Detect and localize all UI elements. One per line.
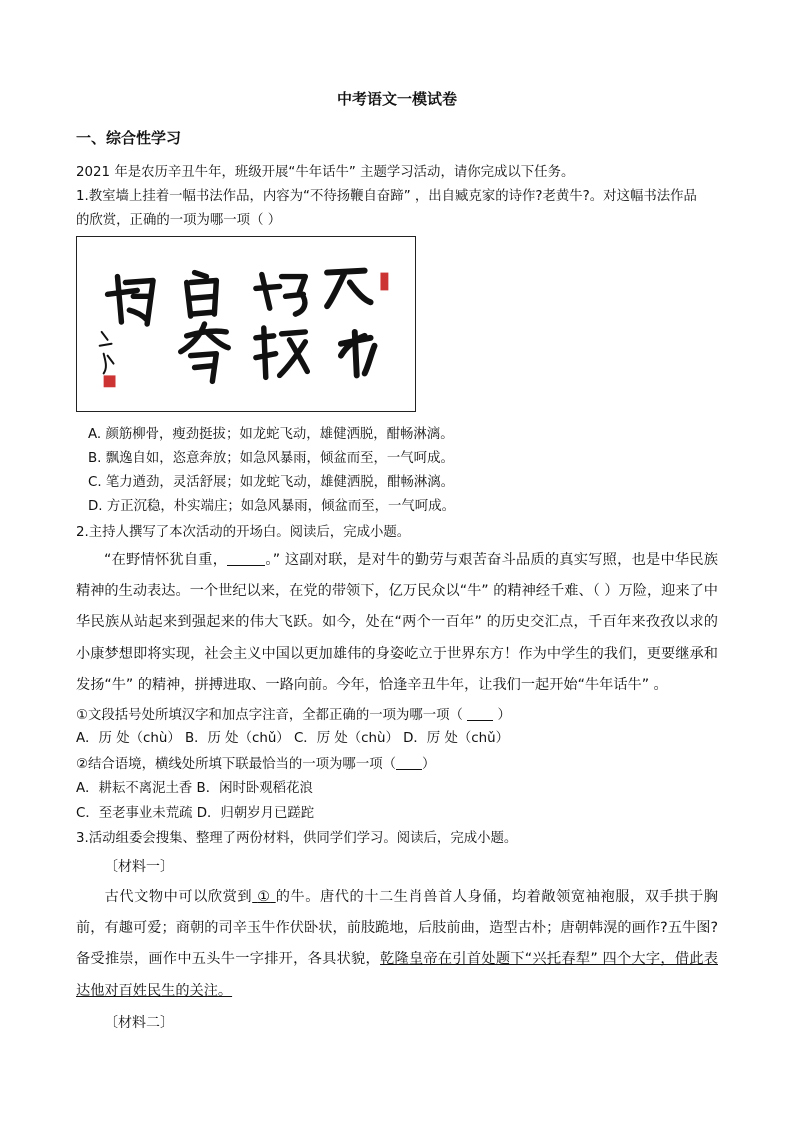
- page-title: 中考语文一模试卷: [336, 90, 457, 108]
- material-1-paragraph: [76, 882, 718, 1007]
- blank-marker[interactable]: [252, 889, 275, 905]
- option-b: B. 飘逸自如，恣意奔放；如急风暴雨，倾盆而至，一气呵成。: [88, 451, 454, 466]
- material-1-text-b: 的牛。唐代的十二生肖兽首人身俑，均着敞领宽袖袍服，双手拱于胸前，有趣可爱；商朝的司辛玉牛作伏卧状，前肢跪地，后肢前曲，造型古朴；唐朝韩滉的画作?五牛图?备受推崇，画作中五头牛一字排开，各具状貌，: [76, 889, 718, 968]
- material-2-label: 〔材料二〕: [104, 1015, 174, 1031]
- question-1-stem-cont: 的欣赏，正确的一项为哪一项（ ）: [76, 213, 282, 228]
- option-d: D. 方正沉稳，朴实端庄；如急风暴雨，倾盆而至，一气呵成。: [88, 499, 455, 514]
- question-3-stem: 3.活动组委会搜集、整理了两份材料，供同学们学习。阅读后，完成小题。: [76, 831, 518, 846]
- answer-blank[interactable]: [396, 755, 422, 770]
- sub-question-1: [76, 706, 511, 725]
- sub-question-2-end: ）: [422, 757, 436, 772]
- question-2-stem: 2.主持人撰写了本次活动的开场白。阅读后，完成小题。: [76, 525, 411, 540]
- calligraphy-artwork: [77, 237, 415, 411]
- signature-seal: [104, 375, 116, 387]
- answer-blank[interactable]: [227, 551, 265, 566]
- material-1-text-a: 古代文物中可以欣赏到: [104, 889, 253, 905]
- option-a: A. 颜筋柳骨，瘦劲挺拔；如龙蛇飞动，雄健洒脱，酣畅淋漓。: [88, 427, 454, 442]
- intro-text: 2021 年是农历辛丑牛年，班级开展“牛年话牛” 主题学习活动，请你完成以下任务。: [76, 165, 575, 180]
- calligraphy-image: [76, 236, 416, 412]
- couplet-first-line: “在野情怀犹自重，: [104, 552, 228, 568]
- blank-label: ①: [257, 889, 271, 905]
- seal-stamp: [380, 273, 388, 291]
- sub-question-2: [76, 755, 435, 774]
- sub-question-2-options-ab: A．耕耘不离泥土香 B．闲时卧观稻花浪: [76, 781, 313, 796]
- opening-speech-paragraph: [76, 545, 718, 701]
- sub-question-1-end: ）: [493, 708, 511, 723]
- question-1-stem: 1.教室墙上挂着一幅书法作品，内容为“不待扬鞭自奋蹄” ，出自臧克家的诗作?老黄牛?。对这幅书法作品: [76, 189, 697, 204]
- sub-question-1-text: ①文段括号处所填汉字和加点字注音，全都正确的一项为哪一项（: [76, 708, 468, 723]
- answer-blank[interactable]: [467, 706, 493, 721]
- sub-question-2-options-cd: C．至老事业未荒疏 D．归朝岁月已蹉跎: [76, 806, 315, 821]
- speech-body: 。” 这副对联，是对牛的勤劳与艰苦奋斗品质的真实写照，也是中华民族精神的生动表达。一个世纪以来，在党的带领下，亿万民众以“牛” 的精神经千难、（ ）万险，迎来了中华民族从站起来到强起来的伟大飞跃。如今，处在“两个一百年” 的历史交汇点，千百年来孜孜以求的小康梦想即将实现，社会主义中国以更加雄伟的身姿屹立于世界东方！作为中学生的我们，更要继承和发扬“牛” 的精神，拼搏进取、一路向前。今年，恰逢辛丑牛年，让我们一起开始“牛年话牛” 。: [76, 552, 718, 693]
- underlined-sentence: 乾隆皇帝在引首处题下“兴托春犁” 四个大字，借此表达他对百姓民生的关注。: [76, 951, 718, 999]
- material-1-label: 〔材料一〕: [104, 859, 174, 875]
- section-heading: 一、综合性学习: [76, 129, 182, 147]
- sub-question-2-text: ②结合语境，横线处所填下联最恰当的一项为哪一项（: [76, 757, 396, 772]
- option-c: C. 笔力遒劲，灵活舒展；如龙蛇飞动，雄健洒脱，酣畅淋漓。: [88, 475, 455, 490]
- sub-question-1-options: A．历 处（chù） B．历 处（chǔ） C．厉 处（chù） D．厉 处（chǔ）: [76, 731, 509, 746]
